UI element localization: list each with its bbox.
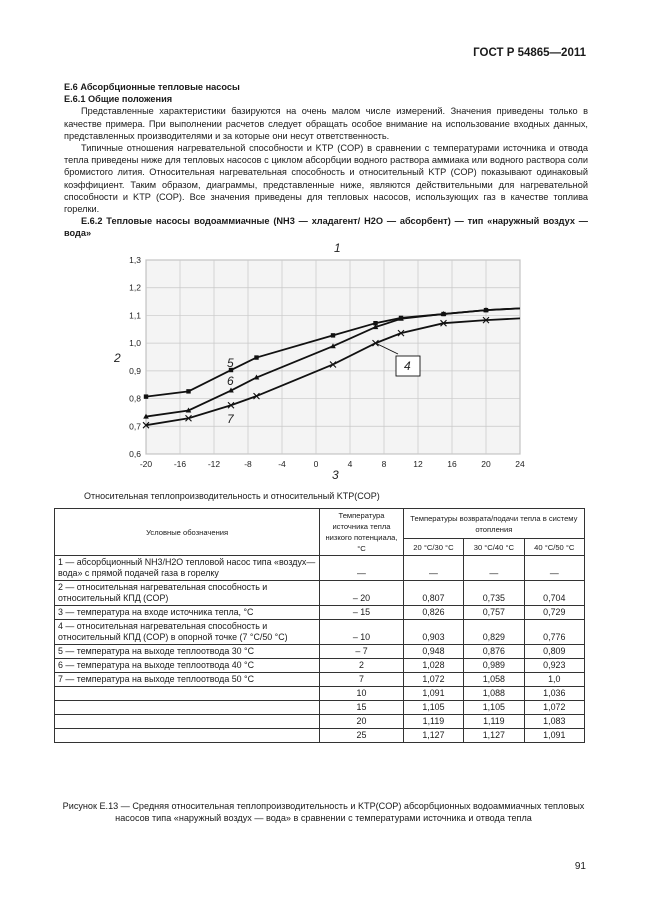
cell-c: 1,072 (524, 701, 584, 715)
cell-a: 0,807 (403, 581, 463, 606)
section-e61-title: Е.6.1 Общие положения (64, 94, 173, 105)
section-text (64, 81, 588, 240)
col-header-desc: Условные обозначения (55, 509, 320, 556)
cell-c: 1,0 (524, 673, 584, 687)
x-tick-label: -20 (139, 459, 153, 469)
table-row (55, 715, 585, 729)
document-header: ГОСТ Р 54865—2011 (473, 47, 586, 59)
cell-desc: 3 — температура на входе источника тепла, °С (55, 606, 320, 620)
cell-t: 2 (320, 659, 403, 673)
data-point (254, 355, 258, 359)
paragraph-1: Представленные характеристики базируются на очень малом числе измерений. Значения приведены только в качестве примера. При выполнении расчетов следует обращать особое внимание на использование входных данных, представленных производителями и за которые они несут ответственность. (64, 106, 588, 141)
cell-t: 10 (320, 687, 403, 701)
x-tick-label: -8 (244, 459, 252, 469)
label-5: 5 (227, 356, 234, 370)
cell-a: 1,119 (403, 715, 463, 729)
cell-c: 0,704 (524, 581, 584, 606)
cell-c: 0,729 (524, 606, 584, 620)
y-tick-label: 0,8 (129, 393, 141, 404)
cell-t: – 15 (320, 606, 403, 620)
cell-desc (55, 729, 320, 743)
cell-desc (55, 687, 320, 701)
y-tick-label: 1,0 (129, 338, 141, 349)
x-tick-label: 20 (481, 459, 491, 469)
col-sub-3: 40 °С/50 °С (524, 539, 584, 556)
cell-desc (55, 715, 320, 729)
cell-a: 1,127 (403, 729, 463, 743)
label-4: 4 (404, 359, 411, 373)
cell-a: 1,105 (403, 701, 463, 715)
x-tick-label: 24 (515, 459, 525, 469)
table-row (55, 729, 585, 743)
col-sub-1: 20 °С/30 °С (403, 539, 463, 556)
x-tick-label: -16 (173, 459, 187, 469)
cell-desc: 7 — температура на выходе теплоотвода 50 °С (55, 673, 320, 687)
cell-t: — (320, 556, 403, 581)
cell-desc: 4 — относительная нагревательная способность и относительный КПД (COP) в опорной точке (7 °С/50 °С) (55, 620, 320, 645)
cell-a: 1,072 (403, 673, 463, 687)
cell-t: – 7 (320, 645, 403, 659)
table-row (55, 606, 585, 620)
table-body (55, 556, 585, 743)
data-point (331, 333, 335, 337)
cell-t: 7 (320, 673, 403, 687)
cell-desc: 5 — температура на выходе теплоотвода 30 °С (55, 645, 320, 659)
cell-t: 15 (320, 701, 403, 715)
plot-area (146, 260, 520, 454)
cell-a: 0,826 (403, 606, 463, 620)
paragraph-2: Типичные отношения нагревательной способности и KТР (COP) в сравнении с температурами источника и отвода тепла приведены ниже для тепловых насосов с циклом абсорбции водного раствора аммиака или водного раствора соли бромистого лития. Относительная нагревательная способность и относительный KТР (COP) показывают одинаковый коэффициент. Таким образом, диаграммы, представленные ниже, являются действительными для нагревательной способности и KТР (COP). Все значения приведены для тепловых насосов, использующих газ в качестве топлива горелки. (64, 143, 588, 215)
label-2: 2 (114, 351, 121, 365)
label-1: 1 (334, 241, 341, 255)
cell-b: 1,119 (464, 715, 524, 729)
section-e62-title: Е.6.2 Тепловые насосы водоаммиачные (NH3 — хладагент/ H2O — абсорбент) — тип «наружный воздух — вода» (64, 216, 588, 239)
label-6: 6 (227, 374, 234, 388)
x-tick-label: -12 (207, 459, 221, 469)
cell-c: — (524, 556, 584, 581)
x-tick-label: 4 (347, 459, 353, 469)
x-tick-label: 16 (447, 459, 457, 469)
cell-c: 0,923 (524, 659, 584, 673)
data-table (54, 508, 585, 743)
x-tick-label: 12 (413, 459, 423, 469)
cell-b: 1,058 (464, 673, 524, 687)
cell-desc: 6 — температура на выходе теплоотвода 40 °С (55, 659, 320, 673)
cell-desc (55, 701, 320, 715)
cell-t: – 10 (320, 620, 403, 645)
x-tick-label: -4 (278, 459, 286, 469)
cell-b: 1,088 (464, 687, 524, 701)
x-tick-label: 0 (313, 459, 319, 469)
cell-b: 0,735 (464, 581, 524, 606)
cell-t: 20 (320, 715, 403, 729)
table-row (55, 620, 585, 645)
cell-c: 0,776 (524, 620, 584, 645)
cell-b: 0,876 (464, 645, 524, 659)
table-row (55, 556, 585, 581)
cell-a: — (403, 556, 463, 581)
table-row (55, 687, 585, 701)
cell-a: 1,028 (403, 659, 463, 673)
table-row (55, 701, 585, 715)
cell-c: 0,809 (524, 645, 584, 659)
cell-a: 0,948 (403, 645, 463, 659)
cell-desc: 1 — абсорбционный NH3/H2O тепловой насос типа «воздух—вода» с прямой подачей газа в горелку (55, 556, 320, 581)
cell-b: 1,127 (464, 729, 524, 743)
page-number: 91 (574, 861, 586, 872)
data-point (186, 389, 190, 393)
section-e6-title: Е.6 Абсорбционные тепловые насосы (64, 82, 240, 92)
cell-t: – 20 (320, 581, 403, 606)
col-header-source: Температура источника тепла низкого потенциала, °С (320, 509, 403, 556)
col-sub-2: 30 °С/40 °С (464, 539, 524, 556)
y-tick-label: 1,2 (129, 282, 141, 293)
figure-caption: Рисунок Е.13 — Средняя относительная теплопроизводительность и KТР(COP) абсорбционных водоаммиачных тепловых насосов типа «наружный воздух — вода» в сравнении с температурами источника и отвода тепла (62, 801, 585, 823)
cell-b: 0,757 (464, 606, 524, 620)
label-7: 7 (227, 412, 234, 426)
table-row (55, 659, 585, 673)
cell-c: 1,083 (524, 715, 584, 729)
col-header-sink: Температуры возврата/подачи тепла в систему отопления (403, 509, 584, 539)
cell-b: 0,989 (464, 659, 524, 673)
cell-c: 1,036 (524, 687, 584, 701)
y-tick-label: 1,1 (129, 310, 141, 321)
cell-b: — (464, 556, 524, 581)
x-tick-label: 8 (381, 459, 387, 469)
label-3: 3 (332, 468, 339, 482)
cell-t: 25 (320, 729, 403, 743)
data-point (144, 394, 148, 398)
table-caption: Относительная теплопроизводительность и относительный KТР(COP) (84, 491, 380, 501)
table-row (55, 581, 585, 606)
y-tick-label: 0,9 (129, 365, 141, 376)
y-tick-label: 0,6 (129, 449, 141, 459)
cell-b: 1,105 (464, 701, 524, 715)
y-tick-label: 0,7 (129, 421, 141, 432)
cell-a: 1,091 (403, 687, 463, 701)
table-row (55, 673, 585, 687)
cell-c: 1,091 (524, 729, 584, 743)
cell-a: 0,903 (403, 620, 463, 645)
cell-b: 0,829 (464, 620, 524, 645)
y-tick-label: 1,3 (129, 255, 141, 265)
table-row (55, 645, 585, 659)
cell-desc: 2 — относительная нагревательная способность и относительный КПД (COP) (55, 581, 320, 606)
relative-cop-chart (82, 238, 532, 488)
